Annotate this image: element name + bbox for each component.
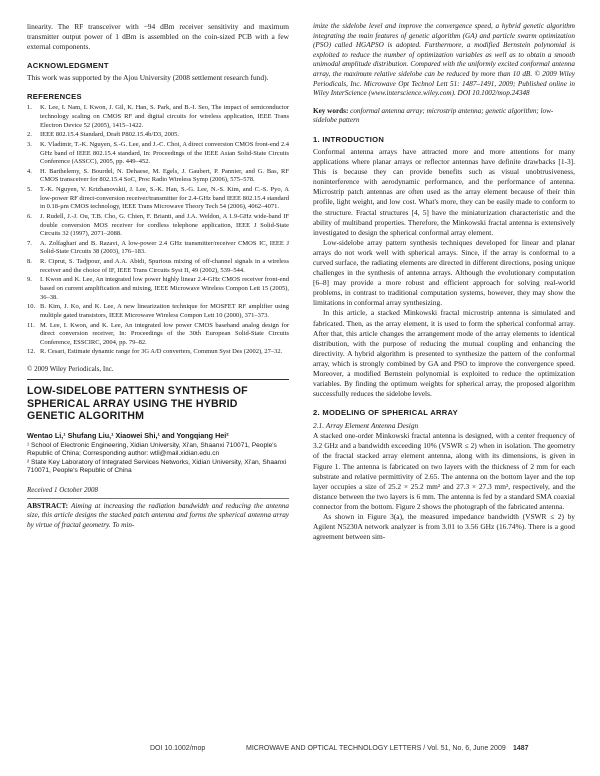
section-2-1-heading: 2.1. Array Element Antenna Design <box>313 421 419 431</box>
reference-number: 12. <box>27 348 36 356</box>
reference-text: B. Kim, J. Ko, and K. Lee, A new linearization technique for MOSFET RF amplifier using multiple gated transistors, IEEE Microwave Wireless Compon Lett 10 (2000), 371–373. <box>40 303 289 319</box>
reference-number: 11. <box>27 321 35 329</box>
keywords <box>313 107 575 126</box>
reference-item <box>27 240 289 257</box>
intro-paragraph: linearity. The RF transceiver with −94 dBm receiver sensitivity and maximum transmitter output power of 1 dBm is assembled on the coin-sized PCB with a few external components. <box>27 22 289 52</box>
copyright-notice: © 2009 Wiley Periodicals, Inc. <box>27 365 114 374</box>
footer-page-number: 1487 <box>513 745 529 752</box>
article-divider <box>27 379 289 380</box>
received-date: Received 1 October 2008 <box>27 485 98 494</box>
reference-text: A. Zolfaghari and B. Razavi, A low-power 2.4 GHz transmitter/receiver CMOS IC, IEEE J Solid-State Circuits 38 (2003), 176–183. <box>40 239 289 256</box>
keywords-label: Key words: <box>313 106 349 115</box>
section-2-1-paragraph-1: A stacked one-order Minkowski fractal antenna is designed, with a center frequency of 3.2 GHz and a bandwidth exceeding 10% (VSWR ≤ 2) when in isolation. The geometry of the fractal stacked array element antenna, along with its dimensions, is given in Figure 1. The antenna is fabricated on two layers with the thickness of 2 mm for each substrate and relative permittivity of 2.65. The antenna on the bottom layer and the top layer occupies a size of 25.2 × 25.2 mm² and 27.3 × 27.3 mm², respectively, and the distance between the two layers is 6 mm. The antenna is fed by a standard SMA coaxial connector from the bottom. Figure 2 shows the photograph of the fabricated antenna. <box>313 431 575 511</box>
affiliation-2: ² State Key Laboratory of Integrated Services Networks, Xidian University, Xi'an, Shaanxi 710071, People's Republic of China <box>27 458 287 475</box>
reference-item <box>27 258 289 275</box>
reference-text: K. Vladimir, T.-K. Nguyen, S.-G. Lee, and J.-C. Choi, A direct conversion CMOS front-end 2.4 GHz band of IEEE 802.15.4 standard, In: Proceedings of the IEEE Asian Solid-State Circuits Conference (ASSCC), 2005, pp. 449–452. <box>40 140 289 166</box>
reference-text: R. Ciprut, S. Tadjpour, and A.A. Abidi, Spurious mixing of off-channel signals in a wireless receiver and the choice of IF, IEEE Trans Circuits Syst II, 49 (2002), 539–544. <box>40 258 289 274</box>
reference-number: 5. <box>27 186 32 194</box>
acknowledgment-text: This work was supported by the Ajou University (2008 settlement research fund). <box>27 73 269 83</box>
section-1-paragraph-1: Conformal antenna arrays have attracted more and more attentions for many applications where planar arrays or reflector antennas have definite drawbacks [1-3]. This is because they can provide benefits such as visual unobtrusiveness, noninterference with aerodynamic performance, and the performance of antenna. Microstrip patch antennas are often used as the array element because of their thin profile, light weight, and low cost. What's more, they can be easily made to conform to the structure. Fractal structures [4, 5] have the miniaturization characteristic and the ability of multiband properties. Therefore, the Minkowski fractal antenna is extensively investigated to design the spherical conformal array element. <box>313 146 575 237</box>
abstract-text: Aiming at increasing the radiation bandwidth and reducing the antenna size, this article designs the stacked patch antenna and forms the spherical antenna array by virtue of fractal geometry. To min- <box>27 501 289 529</box>
abstract-continuation: imize the sidelobe level and improve the convergence speed, a hybrid genetic algorithm integrating the main features of genetic algorithm (GA) and particle swarm optimization (PSO) called HGAPSO is adopted. Furthermore, a modified Bernstein polynomial is exploited to reduce the number of optimization variables as well as to obtain a smooth unimodal amplitude distribution. Compared with the uniformly excited conformal antenna array, the maximum relative sidelobe can be reduced by more than 10 dB. © 2009 Wiley Periodicals, Inc. Microwave Opt Technol Lett 51: 1487–1491, 2009; Published online in Wiley InterScience (www.interscience.wiley.com). DOI 10.1002/mop.24348 <box>313 22 575 98</box>
abstract-divider <box>27 498 289 499</box>
footer-doi: DOI 10.1002/mop <box>150 745 206 752</box>
reference-text: IEEE 802.15.4 Standard, Draft P802.15.4b/D3, 2005. <box>40 131 180 139</box>
abstract-label: ABSTRACT: <box>27 501 69 510</box>
reference-item <box>27 213 289 239</box>
acknowledgment-heading: ACKNOWLEDGMENT <box>27 61 109 71</box>
reference-item <box>27 322 289 348</box>
affiliation-1: ¹ School of Electronic Engineering, Xidian University, Xi'an, Shaanxi 710071, People's Republic of China; Corresponding author: wtli@mail.xidian.edu.cn <box>27 441 277 458</box>
reference-item <box>27 186 289 212</box>
reference-text: R. Cesari, Estimate dynamic range for 3G A/D converters, Commun Syst Des (2002), 27–32. <box>40 348 283 356</box>
reference-text: M. Lee, I. Kwon, and K. Lee, An integrated low power CMOS baseband analog design for direct conversion receiver, In: Proceedings of the 30th European Solid-State Circuits Conference, ESSCIRC, 2004, pp. 79–82. <box>40 321 289 346</box>
section-2-1-paragraph-2: As shown in Figure 3(a), the measured impedance bandwidth (VSWR ≤ 2) by Agilent N5230A network analyzer is from 3.01 to 3.56 GHz (16.74%). There is a good agreement between sim- <box>313 512 575 542</box>
reference-number: 9. <box>27 276 32 284</box>
reference-text: T.-K. Nguyen, V. Krizhanovskii, J. Lee, S.-K. Han, S.-G. Lee, N.-S. Kim, and C.-S. Pyo, A low-power RF direct-conversion receiver/transmitter for 2.4-GHz band IEEE 802.15.4 standard in 0.18-μm CMOS technology, IEEE Trans Microwave Theory Tech 54 (2006), 4062–4071. <box>40 186 289 211</box>
section-2-heading: 2. MODELING OF SPHERICAL ARRAY <box>313 408 459 418</box>
reference-item <box>27 276 289 302</box>
reference-number: 3. <box>27 140 32 148</box>
reference-item <box>27 303 289 320</box>
article-title: LOW-SIDELOBE PATTERN SYNTHESIS OF SPHERICAL ARRAY USING THE HYBRID GENETIC ALGORITHM <box>27 385 248 423</box>
reference-number: 2. <box>27 131 32 139</box>
reference-number: 4. <box>27 167 32 175</box>
reference-text: J. Rudell, J.-J. Ou, T.B. Cho, G. Chien, F. Brianti, and J.A. Weldon, A 1.9-GHz wide-band IF double conversion MOS receiver for cordless telephone application, IEEE J Solid-State Circuits 32 (1997), 2071–2088. <box>40 212 289 238</box>
reference-list <box>27 104 289 357</box>
left-column <box>27 22 289 531</box>
footer-journal: MICROWAVE AND OPTICAL TECHNOLOGY LETTERS / Vol. 51, No. 6, June 2009 <box>246 745 506 752</box>
keywords-text: conformal antenna array; microstrip antenna; genetic algorithm; low-sidelobe pattern <box>313 106 554 125</box>
section-1-heading: 1. INTRODUCTION <box>313 134 385 144</box>
reference-item <box>27 348 289 357</box>
reference-item <box>27 141 289 167</box>
references-heading: REFERENCES <box>27 92 82 102</box>
reference-number: 6. <box>27 212 32 220</box>
reference-number: 8. <box>27 258 32 266</box>
abstract <box>27 502 289 531</box>
reference-number: 1. <box>27 104 32 112</box>
section-1-paragraph-3: In this article, a stacked Minkowski fractal microstrip antenna is simulated and fabricated. Then, as the array element, it is used to form the spherical conformal array. After that, this article changes the arrangement mode of the array elements to identical distribution, with the purpose of reducing the mutual coupling and enhancing the directivity. A hybrid algorithm is presented to synthesize the pattern of the conformal array, which is strongly combined by GA and PSO to improve the convergence speed. Moreover, a modified Bernstein polynomial is exploited to reduce the optimization variables. By finding the optimum weights for spherical array, the proposed algorithm successfully reduces the sidelobe levels. <box>313 308 575 399</box>
reference-text: I. Kwon and K. Lee, An integrated low power highly linear 2.4-GHz CMOS receiver front-end based on current amplification and mixing, IEEE Microwave Wireless Compon Lett 15 (2005), 36–38. <box>40 276 289 301</box>
reference-item <box>27 168 289 185</box>
author-list: Wentao Li,¹ Shufang Liu,¹ Xiaowei Shi,¹ and Yongqiang Hei² <box>27 430 229 440</box>
reference-text: K. Lee, I. Nam, I. Kwon, J. Gil, K. Han, S. Park, and B.-I. Seo, The impact of semiconductor technology scaling on CMOS RF and digital circuits for wireless application, IEEE Trans Electron Device 52 (2005), 1415–1422. <box>40 104 289 129</box>
right-column <box>313 22 575 542</box>
reference-text: H. Barthelemy, S. Bourdel, N. Dehaese, M. Egels, J. Gaubert, P. Pannier, and G. Bas, RF CMOS transceiver for 802.15.4 SoC, Proc Radio Wireless Symp (2006), 575–578. <box>40 167 289 184</box>
reference-item <box>27 104 289 130</box>
section-1-paragraph-2: Low-sidelobe array pattern synthesis techniques developed for linear and planar arrays do not work well with spherical arrays. Since, if the array is conformal to a curved surface, the radiating elements are directed in different directions, posing unique challenges in the synthesis of antenna arrays. Although the evolutionary computation [6–8] may provide a more robust and efficient approach for solving real-world problems, in contrast to traditional computation systems, however, they may show the limitations in conformal array synthesizing. <box>313 237 575 308</box>
reference-number: 10. <box>27 303 36 311</box>
reference-number: 7. <box>27 239 32 247</box>
reference-item <box>27 131 289 140</box>
